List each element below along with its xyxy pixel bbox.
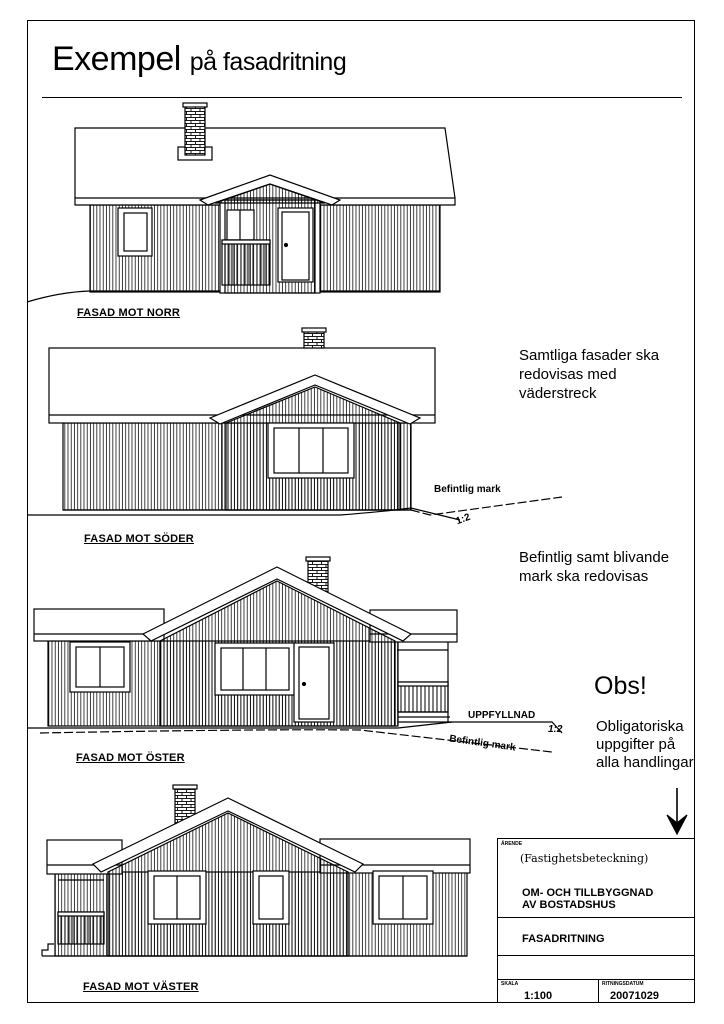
date-label: RITNINGSDATUM	[602, 981, 644, 987]
project-line-2: AV BOSTADSHUS	[522, 899, 616, 911]
skala-label: SKALA	[501, 981, 519, 987]
label-existing-ground-east: Befintlig mark	[448, 733, 517, 754]
drawing-type: FASADRITNING	[522, 933, 605, 945]
label-slope-south: 1:2	[454, 511, 472, 528]
caption-north: FASAD MOT NORR	[77, 307, 181, 319]
obs-arrow	[667, 788, 687, 834]
arende-label: ÄRENDE	[501, 841, 523, 847]
obs-heading: Obs!	[594, 672, 647, 700]
label-fill: UPPFYLLNAD	[468, 710, 536, 721]
project-line-1: OM- OCH TILLBYGGNAD	[522, 887, 654, 899]
caption-west: FASAD MOT VÄSTER	[83, 981, 199, 993]
facade-north	[27, 103, 455, 302]
date-value: 20071029	[610, 990, 659, 1002]
facade-east	[27, 557, 562, 752]
note-orientation: Samtliga fasader ska redovisas med väderstreck	[519, 347, 660, 402]
label-slope-east: 1:2	[548, 724, 563, 735]
chimney	[185, 105, 205, 155]
obs-text: Obligatoriska uppgifter på alla handlingar	[596, 718, 694, 771]
caption-south: FASAD MOT SÖDER	[84, 533, 194, 545]
scale-value: 1:100	[524, 990, 553, 1002]
porch-railing	[58, 912, 104, 944]
title-block	[497, 838, 695, 1003]
porch-railing	[222, 240, 270, 285]
property-designation: (Fastighetsbeteckning)	[520, 852, 649, 865]
facade-west	[42, 785, 470, 956]
note-ground: Befintlig samt blivande mark ska redovisas	[519, 549, 670, 585]
caption-east: FASAD MOT ÖSTER	[76, 752, 185, 764]
page-title: Exempel på fasadritning	[52, 40, 347, 78]
label-existing-ground-south: Befintlig mark	[434, 484, 501, 495]
